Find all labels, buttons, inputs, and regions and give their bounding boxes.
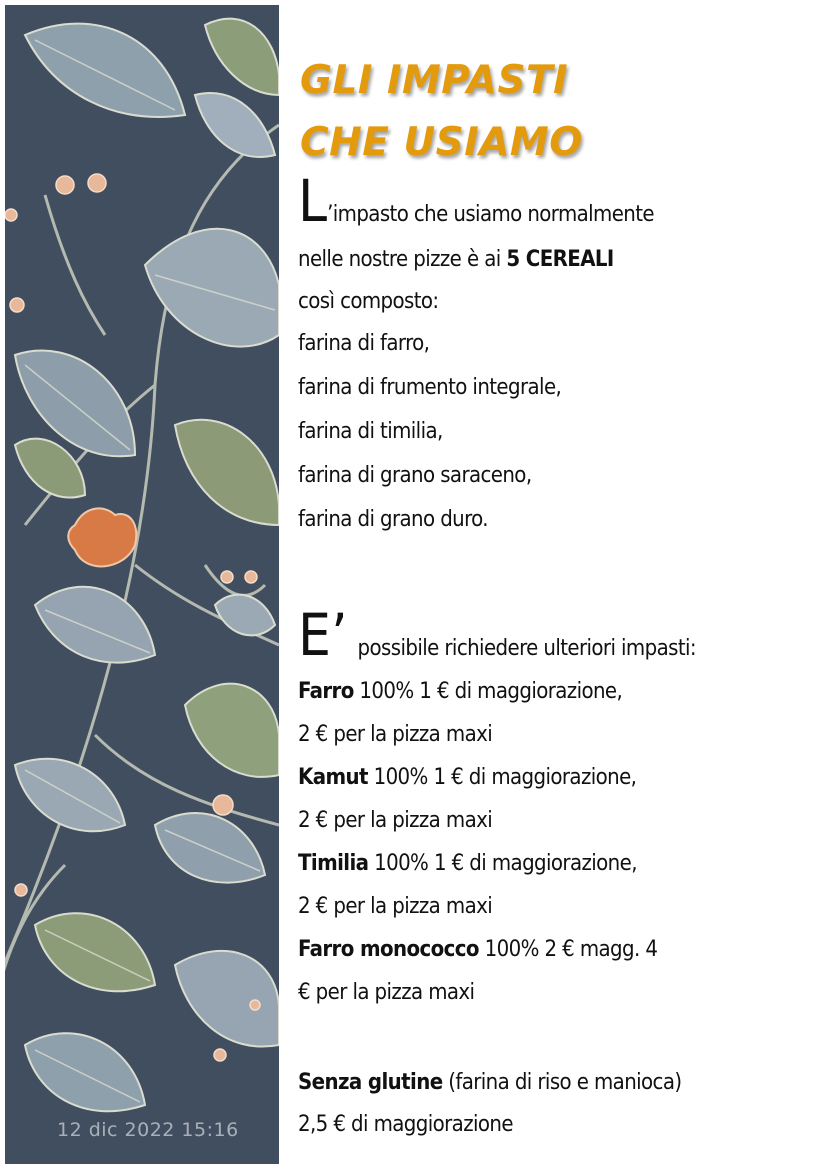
gluten-free-line-1 [298,1062,682,1104]
gluten-free-price: 2,5 € di maggiorazione [298,1112,513,1137]
intro-line-2 [298,238,654,282]
gluten-free-description: (farina di riso e manioca) [442,1070,682,1095]
extras-drop-cap: E’ [298,601,348,669]
flour-item: farina di grano duro. [298,507,488,532]
page-title [300,50,583,174]
extras-first-line-text: possibile richiedere ulteriori impasti: [357,636,696,661]
flour-item: farina di timilia, [298,419,443,444]
extras-first-line [298,601,696,670]
intro-line-2-text: nelle nostre pizze è ai [298,247,507,272]
botanical-wallpaper-photo [5,5,279,1164]
title-line-2: CHE USIAMO [300,120,583,165]
dough-option-farro-monococco [298,928,696,971]
intro-drop-cap: L [298,167,328,235]
dough-maxi-price: 2 € per la pizza maxi [298,722,493,747]
dough-option-farro [298,670,696,713]
gluten-free-paragraph [298,1062,682,1146]
dough-maxi-price: 2 € per la pizza maxi [298,894,493,919]
extras-paragraph [298,601,696,1014]
dough-name: Timilia [298,851,369,876]
intro-paragraph [298,167,654,542]
dough-price: 100% 1 € di maggiorazione, [367,765,637,790]
dough-maxi-price: € per la pizza maxi [298,980,475,1005]
photo-timestamp: 12 dic 2022 15:16 [57,1119,239,1141]
flour-item: farina di farro, [298,331,430,356]
dough-price: 100% 1 € di maggiorazione, [353,679,623,704]
dough-name: Farro [298,679,354,704]
dough-maxi-price: 2 € per la pizza maxi [298,808,493,833]
intro-line-3: così composto: [298,289,439,314]
dough-option-kamut [298,756,696,799]
dough-option-timilia [298,842,696,885]
flour-item: farina di grano saraceno, [298,463,532,488]
five-cereals-label: 5 CEREALI [506,247,614,272]
dough-price: 100% 1 € di maggiorazione, [368,851,637,876]
dough-name: Farro monococco [298,937,479,962]
gluten-free-name: Senza glutine [298,1070,443,1095]
intro-first-line-text: ’impasto che usiamo normalmente [327,202,654,227]
intro-first-line [298,167,654,238]
dough-price: 100% 2 € magg. 4 [478,937,658,962]
title-line-1: GLI IMPASTI [300,58,569,103]
flour-item: farina di frumento integrale, [298,375,562,400]
dough-name: Kamut [298,765,368,790]
